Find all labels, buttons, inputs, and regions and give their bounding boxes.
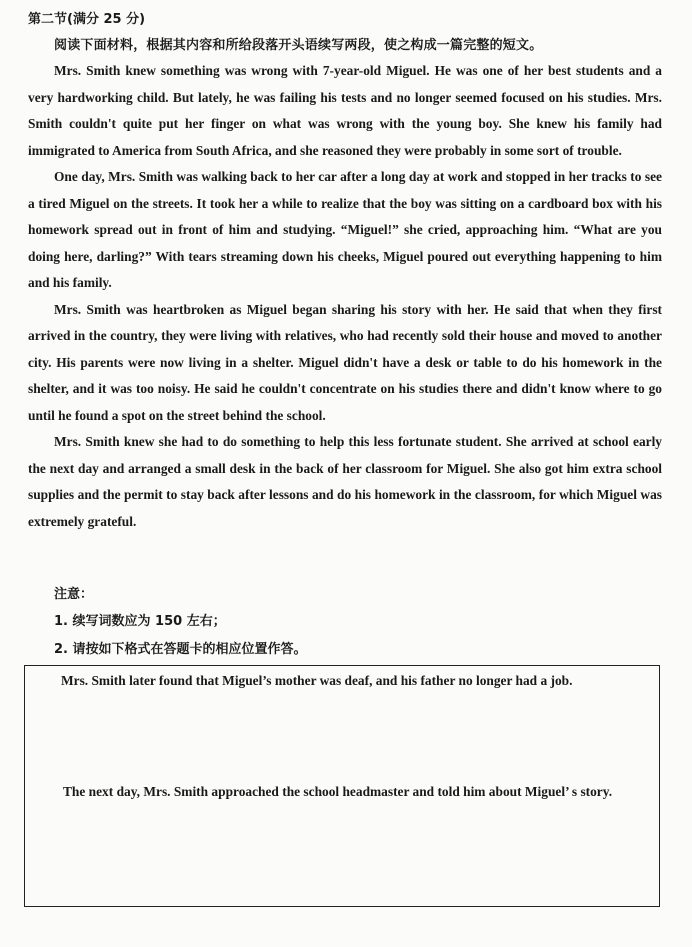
section-title: 第二节(满分 25 分) xyxy=(28,12,146,27)
paragraph-opening-2: The next day, Mrs. Smith approached the school headmaster and told him about Miguel’ s story. xyxy=(63,784,613,799)
passage-paragraph-4: Mrs. Smith knew she had to do something to help this less fortunate student. She arrived at school early the next day and arranged a small desk in the back of her classroom for Miguel. She also got him extra school supplies and the permit to stay back after lessons and do his homework in the classroom, for which Miguel was extremely grateful. xyxy=(28,434,662,529)
passage-paragraph-3: Mrs. Smith was heartbroken as Miguel began sharing his story with her. He said that when they first arrived in the country, they were living with relatives, who had recently sold their house and moved to another city. His parents were now living in a shelter. Miguel didn't have a desk or table to do his homework in the shelter, and it was too noisy. He said he couldn't concentrate on his studies there and didn't know where to go until he found a spot on the street behind the school. xyxy=(28,301,662,423)
passage-paragraph-2: One day, Mrs. Smith was walking back to her car after a long day at work and stopped in her tracks to see a tired Miguel on the streets. It took her a while to realize that the boy was sitting on a cardboard box with his homework spread out in front of him and studying. “Miguel!” she cried, approaching him. “What are you doing here, darling?” With tears streaming down his cheeks, Miguel poured out everything happening to him and his family. xyxy=(28,169,662,290)
note-answer-format: 2. 请按如下格式在答题卡的相应位置作答。 xyxy=(54,642,307,657)
passage-paragraph-1: Mrs. Smith knew something was wrong with 7-year-old Miguel. He was one of her best students and a very hardworking child. But lately, he was failing his tests and no longer seemed focused on his studies. Mrs. Smith couldn't quite put her finger on what was wrong with the young boy. She knew his family had immigrated to America from South Africa, and she reasoned they were probably in some sort of trouble. xyxy=(28,63,662,158)
note-word-count: 1. 续写词数应为 150 左右； xyxy=(54,614,226,629)
paragraph-opening-1: Mrs. Smith later found that Miguel’s mother was deaf, and his father no longer had a job. xyxy=(61,673,573,688)
answer-box xyxy=(24,665,660,907)
reading-passage xyxy=(28,58,662,535)
notes-heading: 注意： xyxy=(54,587,94,602)
task-instruction: 阅读下面材料，根据其内容和所给段落开头语续写两段，使之构成一篇完整的短文。 xyxy=(54,38,543,53)
